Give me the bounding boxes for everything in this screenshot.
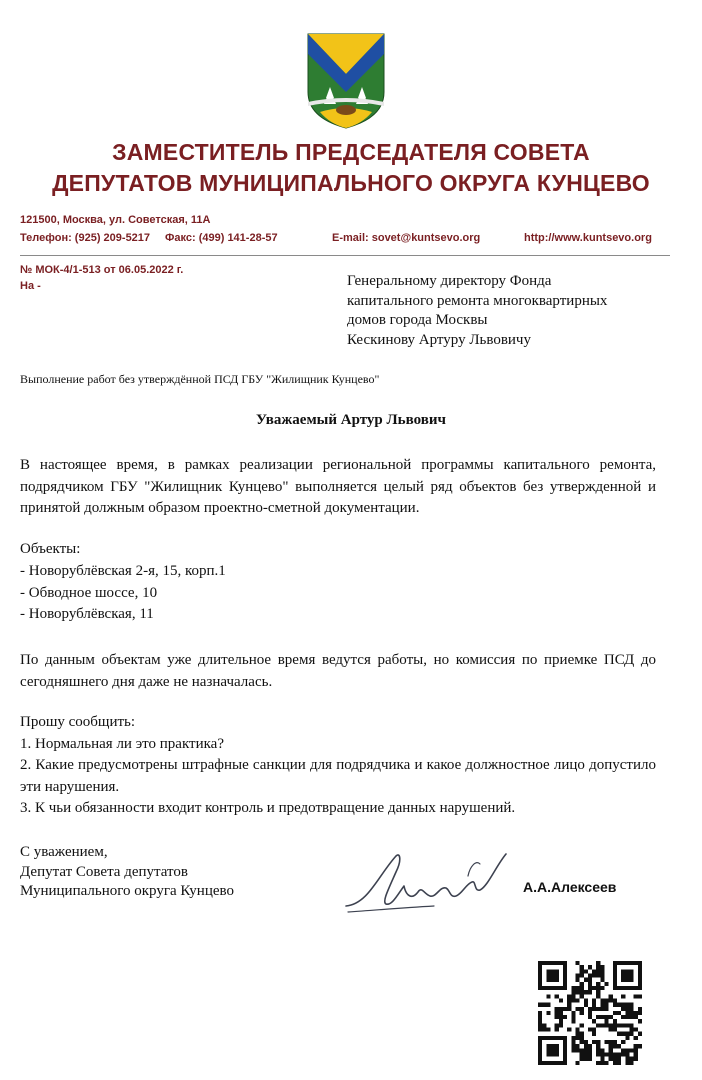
letter-number: № МОК-4/1-513 от 06.05.2022 г. [20,264,184,276]
handwritten-signature-icon [338,846,518,918]
question-item: 1. Нормальная ли это практика? [20,736,224,752]
letter-greeting: Уважаемый Артур Львович [256,412,446,428]
qr-code-icon[interactable] [538,961,642,1065]
org-phone: Телефон: (925) 209-5217 [20,232,151,244]
org-website: http://www.kuntsevo.org [524,232,652,244]
objects-heading: Объекты: [20,541,81,557]
letter-subject: Выполнение работ без утверждённой ПСД ГБУ "Жилищник Кунцево" [20,372,380,386]
question-item: 3. К чьи обязанности входит контроль и предотвращение данных нарушений. [20,800,516,816]
signer-name: А.А.Алексеев [523,879,617,895]
addressee-line: Генеральному директору Фонда [347,273,552,289]
body-intro-paragraph: В настоящее время, в рамках реализации региональной программы капитального ремонта, подрядчиком ГБУ "Жилищник Кунцево" выполняется целый ряд объектов без утвержденной и принятой должным образом проектно-сметной документации. [20,457,656,516]
request-heading: Прошу сообщить: [20,714,136,730]
addressee-line: капитального ремонта многоквартирных [347,292,608,309]
header-divider [20,255,670,256]
closing-block [20,843,234,902]
org-address: 121500, Москва, ул. Советская, 11А [20,214,211,226]
addressee-block [347,272,677,350]
org-title-line-2: ДЕПУТАТОВ МУНИЦИПАЛЬНОГО ОКРУГА КУНЦЕВО [52,170,650,196]
closing-line: С уважением, [20,844,108,860]
reply-reference: На - [20,280,41,292]
object-list-item: - Новорублёвская 2-я, 15, корп.1 [20,563,226,579]
org-email: E-mail: sovet@kuntsevo.org [332,232,481,244]
kuntsevo-coat-of-arms-icon [306,32,386,130]
addressee-line: домов города Москвы [347,312,488,328]
object-list-item: - Обводное шоссе, 10 [20,585,158,601]
question-item: 2. Какие предусмотрены штрафные санкции для подрядчика и какое должностное лицо допустило эти нарушения. [20,757,656,795]
org-fax: Факс: (499) 141-28-57 [165,232,278,244]
addressee-line: Кескинову Артуру Львовичу [347,331,531,348]
closing-line: Депутат Совета депутатов [20,863,188,880]
object-list-item: - Новорублёвская, 11 [20,606,154,622]
org-title-line-1: ЗАМЕСТИТЕЛЬ ПРЕДСЕДАТЕЛЯ СОВЕТА [112,139,590,165]
body-status-paragraph: По данным объектам уже длительное время ведутся работы, но комиссия по приемке ПСД до сегодняшнего дня даже не назначалась. [20,652,656,690]
closing-line: Муниципального округа Кунцево [20,883,234,899]
